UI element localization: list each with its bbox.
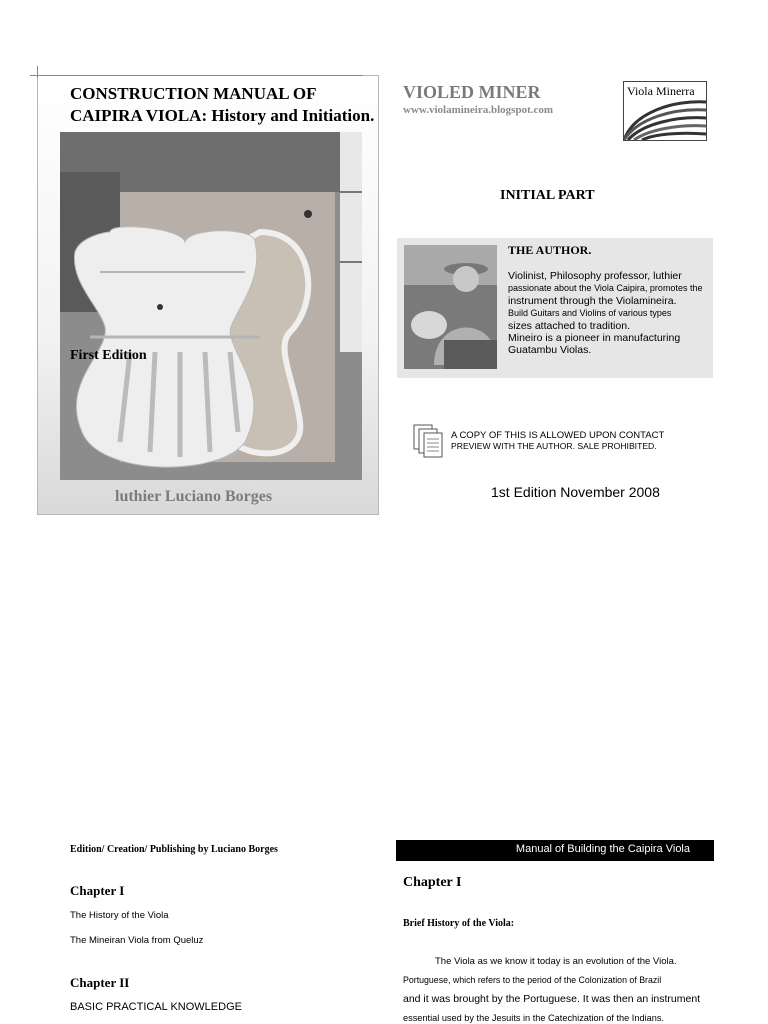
crop-mark-vertical <box>37 66 38 78</box>
copy-notice-line1: A COPY OF THIS IS ALLOWED UPON CONTACT <box>451 430 665 441</box>
author-bio-line: Violinist, Philosophy professor, luthier <box>508 270 682 282</box>
toc-chapter2: Chapter II <box>70 975 130 990</box>
crop-mark-horizontal <box>30 75 363 76</box>
author-bio-line: passionate about the Viola Caipira, promotes the <box>508 283 703 294</box>
author-bio <box>508 270 716 357</box>
cover-title <box>70 83 390 127</box>
author-bio-line: sizes attached to tradition. <box>508 319 630 332</box>
section-heading: Brief History of the Viola: <box>403 918 515 929</box>
body-line: Portuguese, which refers to the period of the Colonization of Brazil <box>403 975 662 985</box>
body-line: essential used by the Jesuits in the Catechization of the Indians. <box>403 1013 664 1023</box>
body-line: The Viola as we know it today is an evolution of the Viola. <box>435 956 677 967</box>
page-chapter-title: Chapter I <box>403 875 462 890</box>
toc-chapter1: Chapter I <box>70 883 125 898</box>
author-photo <box>404 245 497 369</box>
viola-minerra-logo <box>623 81 707 141</box>
brand-url: www.violamineira.blogspot.com <box>403 104 554 116</box>
brand-name: VIOLED MINER <box>403 82 541 102</box>
author-bio-line: Guatambu Violas. <box>508 344 592 357</box>
cover-title-line2: CAIPIRA VIOLA: History and Initiation. <box>70 106 375 125</box>
body-line: and it was brought by the Portuguese. It was then an instrument <box>403 993 701 1005</box>
toc-chapter1-item2: The Mineiran Viola from Queluz <box>70 935 204 946</box>
cover-title-line1: CONSTRUCTION MANUAL OF <box>70 84 317 103</box>
logo-text: Viola Minerra <box>627 84 695 98</box>
workshop-photo <box>60 132 362 480</box>
documents-icon <box>413 424 443 458</box>
author-heading: THE AUTHOR. <box>508 243 592 257</box>
author-bio-line: Mineiro is a pioneer in manufacturing <box>508 332 681 345</box>
author-bio-line: instrument through the Violamineira. <box>508 294 677 307</box>
viola-construction-image <box>60 132 362 480</box>
cover-author: luthier Luciano Borges <box>115 488 273 505</box>
initial-part-heading: INITIAL PART <box>500 188 595 203</box>
copy-notice-line2: PREVIEW WITH THE AUTHOR. SALE PROHIBITED. <box>451 441 657 451</box>
page-header-title: Manual of Building the Caipira Viola <box>515 843 690 855</box>
toc-chapter1-item1: The History of the Viola <box>70 910 169 921</box>
author-bio-line: Build Guitars and Violins of various types <box>508 308 672 319</box>
page-header-bar <box>396 840 714 861</box>
edition-date: 1st Edition November 2008 <box>491 484 660 500</box>
publishing-credit: Edition/ Creation/ Publishing by Luciano Borges <box>70 844 278 855</box>
first-edition-label: First Edition <box>70 348 147 363</box>
toc-chapter2-item1: BASIC PRACTICAL KNOWLEDGE <box>70 1001 242 1013</box>
author-portrait-icon <box>404 245 497 369</box>
